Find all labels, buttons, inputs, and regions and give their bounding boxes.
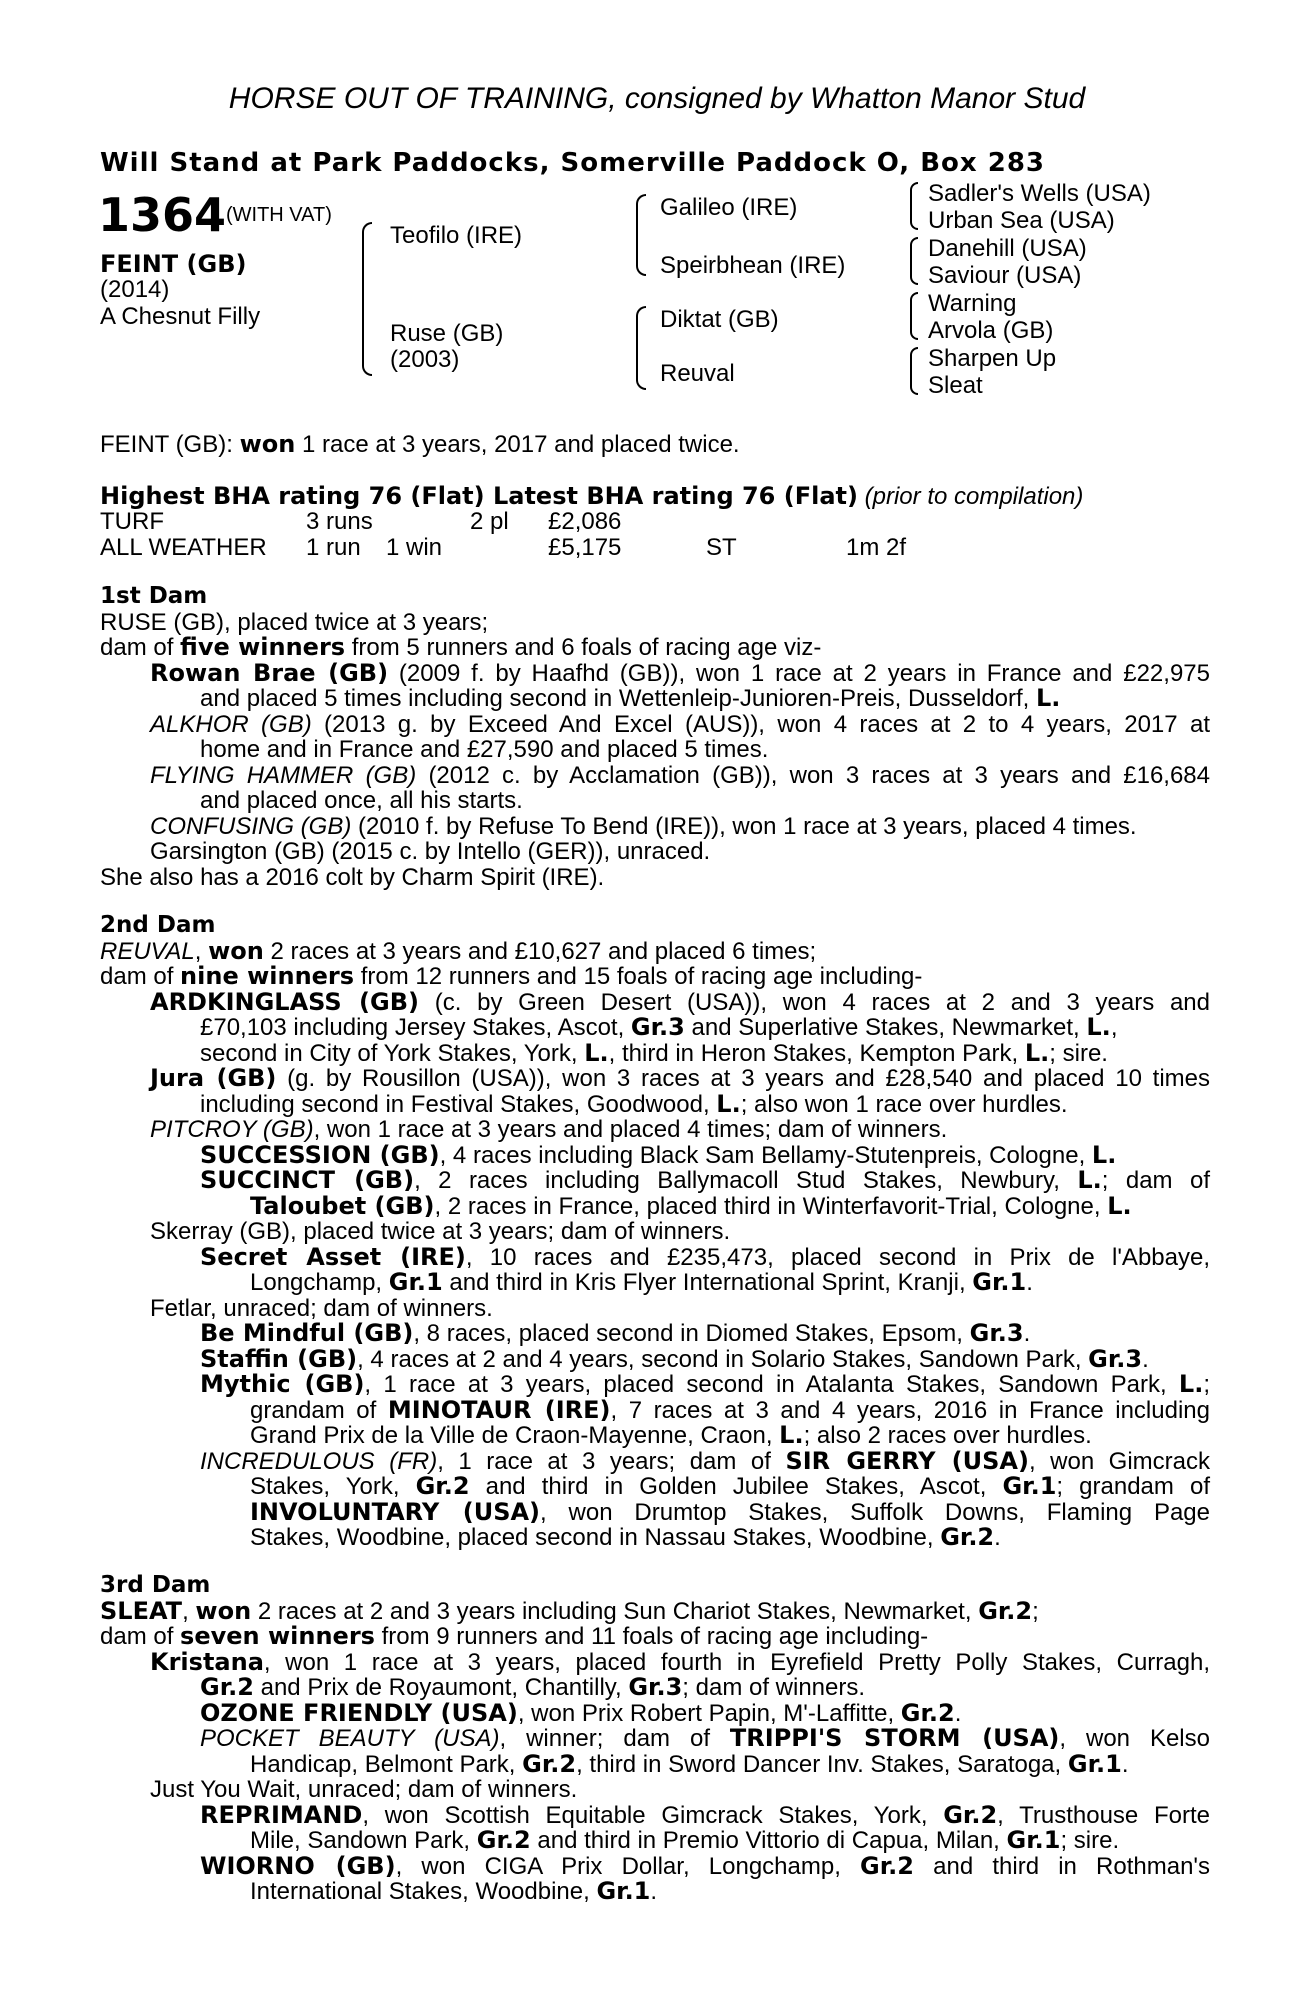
record-aw-wins: 1 win bbox=[386, 534, 443, 561]
ancestor-1: Sadler's Wells (USA) bbox=[928, 180, 1151, 207]
third-dam-section bbox=[100, 1573, 1210, 1905]
dam-sire: Diktat (GB) bbox=[660, 306, 779, 333]
produce-entry-cont: and placed once, all his starts. bbox=[200, 787, 523, 814]
produce-entry-cont: Gr.2 and Prix de Royaumont, Chantilly, Gr.3; dam of winners. bbox=[200, 1673, 866, 1701]
pedigree-brace bbox=[910, 347, 918, 395]
dam-produce-line: dam of five winners from 5 runners and 6 foals of racing age viz- bbox=[100, 633, 822, 661]
produce-entry-cont: grandam of MINOTAUR (IRE), 7 races at 3 and 4 years, 2016 in France including bbox=[250, 1395, 1210, 1424]
produce-entry: SUCCINCT (GB), 2 races including Ballymacoll Stud Stakes, Newbury, L.; dam of bbox=[200, 1166, 1210, 1194]
produce-note: She also has a 2016 colt by Charm Spirit (IRE). bbox=[100, 863, 605, 891]
produce-entry: Secret Asset (IRE), 10 races and £235,473, placed second in Prix de l'Abbaye, bbox=[200, 1242, 1211, 1271]
record-turf-label: TURF bbox=[100, 508, 164, 535]
produce-entry: ALKHOR (GB) (2013 g. by Exceed And Excel (AUS)), won 4 races at 2 to 4 years, 2017 at bbox=[150, 710, 1210, 738]
produce-entry: Jura (GB) (g. by Rousillon (USA)), won 3 races at 3 years and £28,540 and placed 10 times bbox=[150, 1064, 1210, 1092]
first-dam-section bbox=[100, 584, 1210, 890]
produce-entry-cont: including second in Festival Stakes, Goodwood, L.; also won 1 race over hurdles. bbox=[200, 1089, 1068, 1118]
sire-sire: Galileo (IRE) bbox=[660, 194, 798, 221]
produce-entry: Just You Wait, unraced; dam of winners. bbox=[150, 1776, 578, 1803]
produce-entry: Fetlar, unraced; dam of winners. bbox=[150, 1294, 493, 1322]
produce-entry: POCKET BEAUTY (USA), winner; dam of TRIPPI'S STORM (USA), won Kelso bbox=[200, 1724, 1210, 1752]
produce-entry-cont: second in City of York Stakes, York, L., third in Heron Stakes, Kempton Park, L.; sire. bbox=[200, 1038, 1108, 1067]
pedigree-brace bbox=[910, 292, 918, 340]
second-dam-section bbox=[100, 913, 1210, 1551]
dam: Ruse (GB) bbox=[390, 320, 504, 347]
ancestor-8: Sleat bbox=[928, 372, 983, 399]
produce-entry: Taloubet (GB), 2 races in France, placed third in Winterfavorit-Trial, Cologne, L. bbox=[250, 1191, 1132, 1220]
produce-entry-cont: INVOLUNTARY (USA), won Drumtop Stakes, Suffolk Downs, Flaming Page bbox=[250, 1497, 1211, 1526]
record-turf-runs: 3 runs bbox=[306, 508, 373, 535]
dam-line: REUVAL, won 2 races at 3 years and £10,627 and placed 6 times; bbox=[100, 936, 817, 965]
produce-entry-cont: Stakes, York, Gr.2 and third in Golden Jubilee Stakes, Ascot, Gr.1; grandam of bbox=[250, 1472, 1210, 1500]
produce-entry-cont: home and in France and £27,590 and placed 5 times. bbox=[200, 736, 769, 763]
stand-location: Will Stand at Park Paddocks, Somerville Paddock O, Box 283 bbox=[100, 148, 1046, 178]
dam-produce-line: dam of seven winners from 9 runners and 11 foals of racing age including- bbox=[100, 1622, 929, 1650]
record-turf-placed: 2 pl bbox=[470, 508, 509, 535]
record-aw-distance: 1m 2f bbox=[846, 534, 907, 561]
pedigree-brace bbox=[910, 237, 918, 285]
race-summary bbox=[100, 430, 740, 459]
produce-entry: Staffin (GB), 4 races at 2 and 4 years, second in Solario Stakes, Sandown Park, Gr.3. bbox=[200, 1344, 1149, 1373]
record-aw-label: ALL WEATHER bbox=[100, 534, 267, 561]
produce-entry-cont: International Stakes, Woodbine, Gr.1. bbox=[250, 1877, 658, 1905]
produce-entry-cont: Handicap, Belmont Park, Gr.2, third in Sword Dancer Inv. Stakes, Saratoga, Gr.1. bbox=[250, 1749, 1129, 1778]
rating-note: (prior to compilation) bbox=[864, 483, 1084, 510]
horse-description: A Chesnut Filly bbox=[100, 303, 261, 330]
produce-entry: OZONE FRIENDLY (USA), won Prix Robert Papin, M'-Laffitte, Gr.2. bbox=[200, 1698, 962, 1727]
dam-year: (2003) bbox=[390, 346, 460, 373]
pedigree-brace bbox=[636, 194, 646, 276]
produce-entry-cont: £70,103 including Jersey Stakes, Ascot, Gr.3 and Superlative Stakes, Newmarket, L., bbox=[200, 1013, 1118, 1041]
pedigree-brace bbox=[362, 222, 372, 376]
produce-entry-cont: Stakes, Woodbine, placed second in Nassau Stakes, Woodbine, Gr.2. bbox=[250, 1523, 1001, 1551]
record-turf-prize: £2,086 bbox=[548, 508, 622, 535]
ancestor-5: Warning bbox=[928, 290, 1017, 317]
ancestor-4: Saviour (USA) bbox=[928, 262, 1082, 289]
horse-year: (2014) bbox=[100, 276, 170, 303]
record-aw-runs: 1 run bbox=[306, 534, 361, 561]
produce-entry: CONFUSING (GB) (2010 f. by Refuse To Bend (IRE)), won 1 race at 3 years, placed 4 times. bbox=[150, 812, 1137, 840]
dam-line: RUSE (GB), placed twice at 3 years; bbox=[100, 608, 489, 636]
pedigree-brace bbox=[910, 182, 918, 230]
ancestor-6: Arvola (GB) bbox=[928, 317, 1054, 344]
lot-vat: (WITH VAT) bbox=[226, 204, 332, 226]
section-heading: 2nd Dam bbox=[100, 912, 216, 938]
produce-entry: Skerray (GB), placed twice at 3 years; dam of winners. bbox=[150, 1218, 731, 1245]
ancestor-3: Danehill (USA) bbox=[928, 235, 1087, 262]
dam-dam: Reuval bbox=[660, 360, 735, 387]
produce-entry: WIORNO (GB), won CIGA Prix Dollar, Longchamp, Gr.2 and third in Rothman's bbox=[200, 1851, 1211, 1880]
produce-entry: Kristana, won 1 race at 3 years, placed fourth in Eyrefield Pretty Polly Stakes, Curragh, bbox=[150, 1647, 1210, 1676]
sire-dam: Speirbhean (IRE) bbox=[660, 252, 846, 279]
horse-name: FEINT (GB) bbox=[100, 250, 247, 278]
produce-entry: Garsington (GB) (2015 c. by Intello (GER)), unraced. bbox=[150, 838, 711, 865]
summary-text: 1 race at 3 years, 2017 and placed twice. bbox=[301, 431, 740, 458]
produce-entry: INCREDULOUS (FR), 1 race at 3 years; dam of SIR GERRY (USA), won Gimcrack bbox=[200, 1446, 1211, 1475]
dam-line: SLEAT, won 2 races at 2 and 3 years including Sun Chariot Stakes, Newmarket, Gr.2; bbox=[100, 1596, 1039, 1625]
produce-entry-cont: Longchamp, Gr.1 and third in Kris Flyer International Sprint, Kranji, Gr.1. bbox=[250, 1268, 1033, 1296]
produce-entry: FLYING HAMMER (GB) (2012 c. by Acclamation (GB)), won 3 races at 3 years and £16,684 bbox=[150, 761, 1211, 789]
produce-entry: SUCCESSION (GB), 4 races including Black Sam Bellamy-Stutenpreis, Cologne, L. bbox=[200, 1140, 1117, 1169]
produce-entry: PITCROY (GB), won 1 race at 3 years and placed 4 times; dam of winners. bbox=[150, 1116, 948, 1143]
produce-entry-cont: and placed 5 times including second in Wettenleip-Junioren-Preis, Dusseldorf, L. bbox=[200, 684, 1061, 712]
produce-entry-cont: Grand Prix de la Ville de Craon-Mayenne, Craon, L.; also 2 races over hurdles. bbox=[250, 1421, 1092, 1449]
produce-entry-cont: Mile, Sandown Park, Gr.2 and third in Premio Vittorio di Capua, Milan, Gr.1; sire. bbox=[250, 1826, 1120, 1854]
ancestor-2: Urban Sea (USA) bbox=[928, 207, 1115, 234]
bha-rating bbox=[100, 482, 1083, 511]
produce-entry: ARDKINGLASS (GB) (c. by Green Desert (USA)), won 4 races at 2 and 3 years and bbox=[150, 987, 1211, 1016]
produce-entry: Be Mindful (GB), 8 races, placed second in Diomed Stakes, Epsom, Gr.3. bbox=[200, 1319, 1031, 1347]
record-aw-going: ST bbox=[706, 534, 737, 561]
produce-entry: REPRIMAND, won Scottish Equitable Gimcrack Stakes, York, Gr.2, Trusthouse Forte bbox=[200, 1800, 1210, 1829]
produce-entry: Mythic (GB), 1 race at 3 years, placed second in Atalanta Stakes, Sandown Park, L.; bbox=[200, 1370, 1210, 1398]
section-heading: 3rd Dam bbox=[100, 1572, 211, 1598]
sire: Teofilo (IRE) bbox=[390, 222, 523, 249]
section-heading: 1st Dam bbox=[100, 583, 208, 609]
rating-text: Highest BHA rating 76 (Flat) Latest BHA rating 76 (Flat) bbox=[100, 482, 858, 510]
pedigree-brace bbox=[636, 306, 646, 390]
summary-won: won bbox=[239, 430, 296, 458]
produce-entry: Rowan Brae (GB) (2009 f. by Haafhd (GB)), won 1 race at 2 years in France and £22,975 bbox=[150, 658, 1210, 687]
ancestor-7: Sharpen Up bbox=[928, 345, 1057, 372]
summary-horse: FEINT (GB): bbox=[100, 431, 233, 458]
lot-number: 1364 bbox=[98, 188, 227, 242]
record-aw-prize: £5,175 bbox=[548, 534, 622, 561]
catalogue-header: HORSE OUT OF TRAINING, consigned by Whatton Manor Stud bbox=[228, 82, 1086, 115]
dam-produce-line: dam of nine winners from 12 runners and 15 foals of racing age including- bbox=[100, 962, 923, 990]
